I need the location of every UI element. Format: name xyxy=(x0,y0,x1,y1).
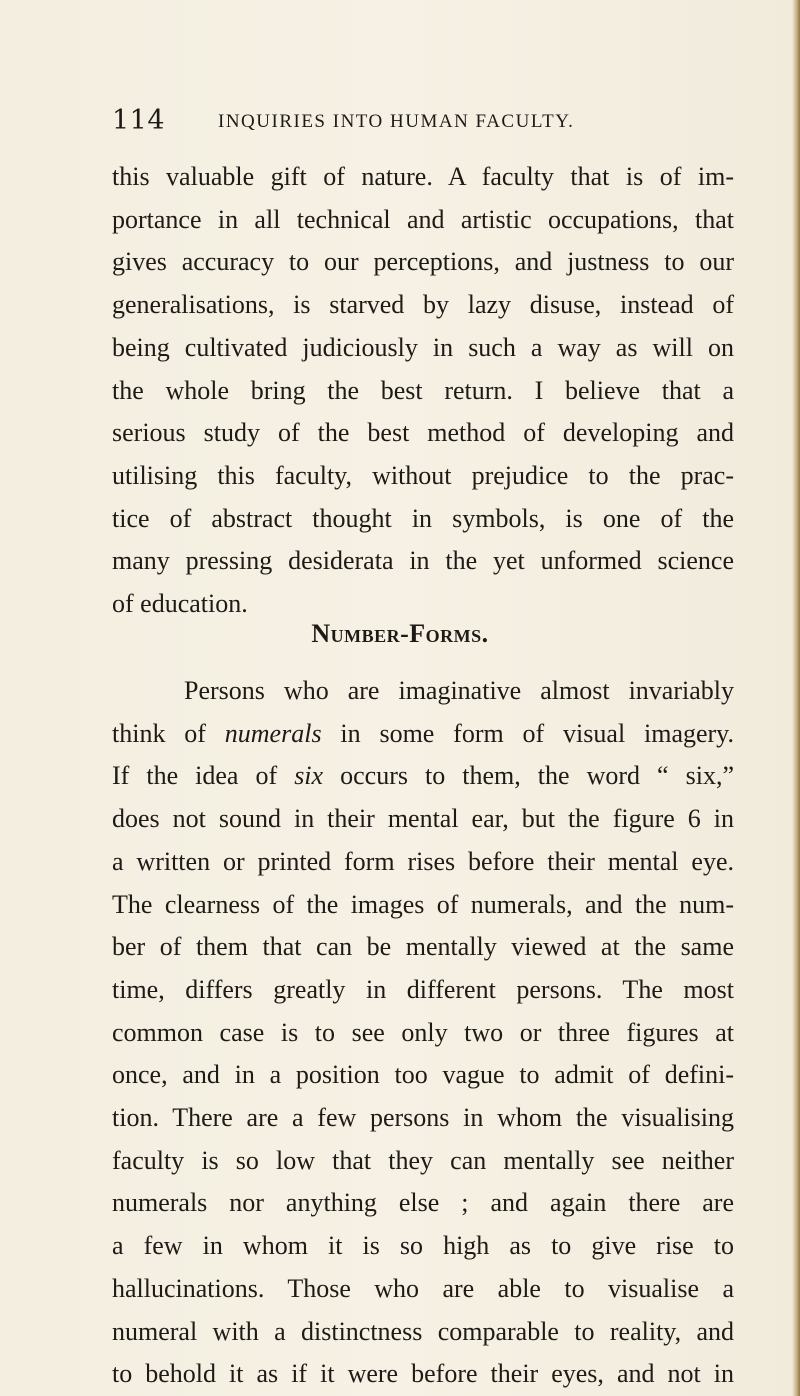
text-line: hallucinations. Those who are able to visualise a xyxy=(112,1273,734,1303)
text-line: faculty is so low that they can mentally see neither xyxy=(112,1145,734,1175)
text-line: Persons who are imaginative almost invariably xyxy=(184,676,734,705)
section-heading: Number-Forms. xyxy=(311,619,489,648)
text-line: generalisations, is starved by lazy disuse, instead of xyxy=(112,290,734,320)
running-head: INQUIRIES INTO HUMAN FACULTY. xyxy=(218,111,575,132)
text-line xyxy=(112,713,734,756)
text-run: occurs to them, the word “ six,” xyxy=(323,761,735,791)
text-line: portance in all technical and artistic occupations, that xyxy=(112,204,734,234)
text-line: once, and in a position too vague to admit of defini- xyxy=(112,1060,734,1090)
text-line: serious study of the best method of developing and xyxy=(112,418,734,448)
text-line: to behold it as if it were before their eyes, and not in xyxy=(112,1359,734,1389)
text-line: many pressing desiderata in the yet unformed science xyxy=(112,546,734,576)
text-line: being cultivated judiciously in such a way as will on xyxy=(112,332,734,362)
text-line: common case is to see only two or three figures at xyxy=(112,1017,734,1047)
emphasis-numerals: numerals xyxy=(224,718,322,748)
emphasis-six: six xyxy=(294,761,324,791)
text-line: this valuable gift of nature. A faculty that is of im- xyxy=(112,162,734,191)
text-line: tion. There are a few persons in whom the visualising xyxy=(112,1103,734,1133)
text-line: gives accuracy to our perceptions, and justness to our xyxy=(112,247,734,277)
text-line: utilising this faculty, without prejudice to the prac- xyxy=(112,460,734,490)
page-number: 114 xyxy=(112,105,166,136)
text-line: a few in whom it is so high as to give rise to xyxy=(112,1231,734,1261)
text-run: think of xyxy=(112,718,225,748)
text-line: The clearness of the images of numerals, and the num- xyxy=(112,889,734,919)
text-line: tice of abstract thought in symbols, is one of the xyxy=(112,503,734,533)
paragraph-number-forms xyxy=(112,670,734,1396)
text-line: numeral with a distinctness comparable to reality, and xyxy=(112,1316,734,1346)
text-line: ber of them that can be mentally viewed at the same xyxy=(112,932,734,962)
text-run: If the idea of xyxy=(112,761,295,791)
text-line xyxy=(112,755,734,798)
text-line: numerals nor anything else ; and again there are xyxy=(112,1188,734,1218)
paragraph-continued xyxy=(112,156,734,626)
text-line: the whole bring the best return. I believe that a xyxy=(112,375,734,405)
text-run: in some form of visual imagery. xyxy=(321,718,734,748)
text-line: time, differs greatly in different persons. The most xyxy=(112,974,734,1004)
text-line: of education. xyxy=(112,589,248,619)
page-header xyxy=(112,103,712,139)
text-line: does not sound in their mental ear, but the figure 6 in xyxy=(112,804,734,834)
text-line: a written or printed form rises before their mental eye. xyxy=(112,846,734,876)
page-edge-shadow xyxy=(792,0,800,1396)
